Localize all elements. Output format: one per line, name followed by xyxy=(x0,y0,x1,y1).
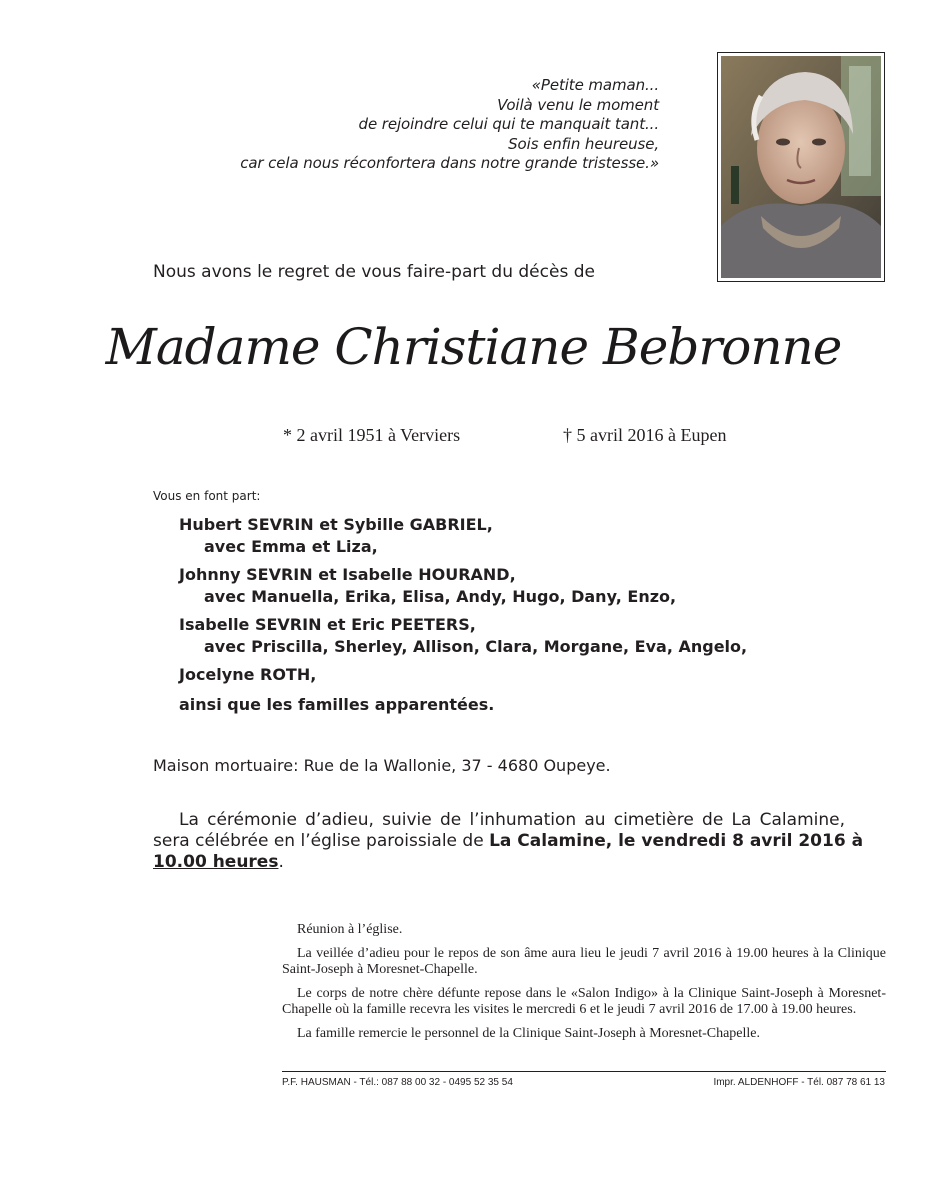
family-line: Hubert SEVRIN et Sybille GABRIEL, xyxy=(179,515,493,534)
deceased-name: Madame Christiane Bebronne xyxy=(105,318,842,376)
funeral-home-contact: P.F. HAUSMAN - Tél.: 087 88 00 32 - 0495 52 35 54 xyxy=(282,1077,513,1088)
family-list xyxy=(179,514,747,716)
family-line: avec Priscilla, Sherley, Allison, Clara, Morgane, Eva, Angelo, xyxy=(204,637,748,656)
printer-contact: Impr. ALDENHOFF - Tél. 087 78 61 13 xyxy=(713,1077,885,1088)
ceremony-time: 10.00 heures xyxy=(153,852,279,872)
family-line: avec Manuella, Erika, Elisa, Andy, Hugo, Dany, Enzo, xyxy=(204,587,677,606)
note-paragraph: La veillée d’adieu pour le repos de son âme aura lieu le jeudi 7 avril 2016 à 19.00 heures à la Clinique Saint-Joseph à Moresnet-Chapelle. xyxy=(282,945,886,977)
family-line: ainsi que les familles apparentées. xyxy=(179,695,495,714)
epigraph-quote xyxy=(139,76,659,174)
quote-line: de rejoindre celui qui te manquait tant... xyxy=(358,115,659,133)
mortuary-address: Maison mortuaire: Rue de la Wallonie, 37 - 4680 Oupeye. xyxy=(153,756,611,775)
birth-date: * 2 avril 1951 à Verviers xyxy=(283,425,461,445)
ceremony-line xyxy=(153,831,864,852)
quote-line: Sois enfin heureuse, xyxy=(508,134,659,153)
family-line: Isabelle SEVRIN et Eric PEETERS, xyxy=(179,615,476,634)
quote-line: Voilà venu le moment xyxy=(497,95,659,114)
practical-notes xyxy=(282,922,886,1049)
quote-line: «Petite maman... xyxy=(531,76,659,94)
ceremony-text: sera célébrée en l’église paroissiale de xyxy=(153,831,490,851)
ceremony-paragraph xyxy=(153,810,864,873)
note-paragraph: Réunion à l’église. xyxy=(297,922,403,937)
family-line: Johnny SEVRIN et Isabelle HOURAND, xyxy=(179,565,516,584)
quote-line: car cela nous réconfortera dans notre grande tristesse.» xyxy=(240,154,659,172)
portrait-image xyxy=(721,56,881,278)
note-paragraph: Le corps de notre chère défunte repose dans le «Salon Indigo» à la Clinique Saint-Joseph à Moresnet-Chapelle où la famille recevra les visites le mercredi 6 et le jeudi 7 avril 2016 de 17.00 à 19.00 heures. xyxy=(282,985,886,1017)
portrait-photo xyxy=(717,52,885,282)
ceremony-line: La cérémonie d’adieu, suivie de l’inhumation au cimetière de La Calamine, xyxy=(179,810,845,830)
death-date: † 5 avril 2016 à Eupen xyxy=(563,425,727,445)
announcement-intro: Nous avons le regret de vous faire-part du décès de xyxy=(153,262,595,282)
footer-divider xyxy=(282,1071,886,1072)
family-line: Jocelyne ROTH, xyxy=(179,665,317,684)
ceremony-line xyxy=(153,852,845,873)
note-paragraph: La famille remercie le personnel de la Clinique Saint-Joseph à Moresnet-Chapelle. xyxy=(297,1025,761,1041)
ceremony-end: . xyxy=(278,852,284,872)
ceremony-place-date: La Calamine, le vendredi 8 avril 2016 à xyxy=(489,831,864,851)
family-line: avec Emma et Liza, xyxy=(204,537,378,556)
announcers-label: Vous en font part: xyxy=(153,489,261,503)
